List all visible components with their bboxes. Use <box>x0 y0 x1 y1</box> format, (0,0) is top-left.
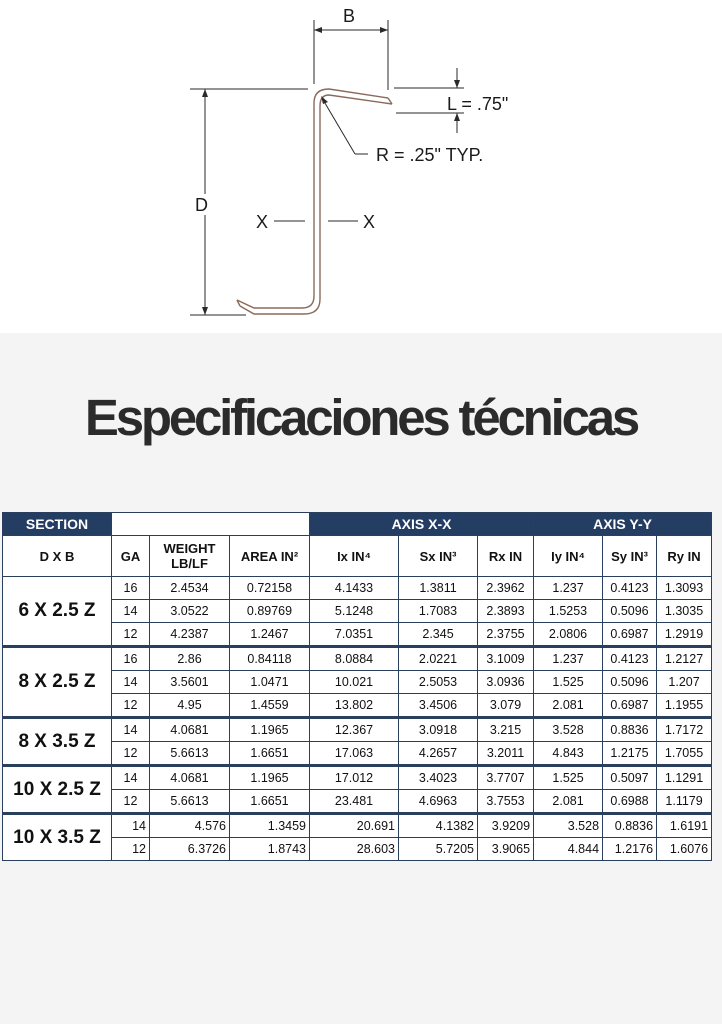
cell-ry: 1.2127 <box>657 647 712 671</box>
cell-weight: 4.0681 <box>150 718 230 742</box>
table-row <box>3 718 712 742</box>
cell-ix: 10.021 <box>310 671 399 694</box>
section-name-cell: 6 X 2.5 Z <box>3 577 112 647</box>
cell-sx: 4.6963 <box>399 790 478 814</box>
cell-ry: 1.3035 <box>657 600 712 623</box>
axis-x-right-label: X <box>363 212 376 232</box>
cell-sy: 0.6987 <box>603 623 657 647</box>
col-area: AREA IN² <box>230 536 310 577</box>
cell-iy: 2.081 <box>534 790 603 814</box>
z-profile-outline <box>237 89 392 314</box>
cell-iy: 1.237 <box>534 647 603 671</box>
cell-weight: 2.4534 <box>150 577 230 600</box>
spec-table-body <box>3 577 712 861</box>
cell-area: 1.4559 <box>230 694 310 718</box>
cell-ry: 1.3093 <box>657 577 712 600</box>
cell-ix: 17.063 <box>310 742 399 766</box>
table-row <box>3 766 712 790</box>
cell-ry: 1.1179 <box>657 790 712 814</box>
dimension-b-label: B <box>343 6 356 26</box>
cell-iy: 1.525 <box>534 766 603 790</box>
z-purlin-profile-diagram <box>0 0 722 333</box>
col-sy: Sy IN³ <box>603 536 657 577</box>
table-row <box>3 647 712 671</box>
cell-iy: 3.528 <box>534 814 603 838</box>
cell-rx: 3.079 <box>478 694 534 718</box>
col-sx: Sx IN³ <box>399 536 478 577</box>
cell-ix: 28.603 <box>310 838 399 861</box>
cell-ga: 12 <box>112 790 150 814</box>
z-section-drawing <box>0 0 722 333</box>
cell-sx: 4.2657 <box>399 742 478 766</box>
cell-rx: 3.7553 <box>478 790 534 814</box>
cell-ga: 12 <box>112 694 150 718</box>
cell-weight: 4.576 <box>150 814 230 838</box>
dimension-l-label: L = .75" <box>447 94 509 114</box>
table-row <box>3 577 712 600</box>
cell-ry: 1.207 <box>657 671 712 694</box>
cell-rx: 3.1009 <box>478 647 534 671</box>
cell-sx: 3.4506 <box>399 694 478 718</box>
cell-area: 0.89769 <box>230 600 310 623</box>
cell-ry: 1.1291 <box>657 766 712 790</box>
cell-iy: 3.528 <box>534 718 603 742</box>
cell-sx: 5.7205 <box>399 838 478 861</box>
col-weight <box>150 536 230 577</box>
axis-yy-group-header: AXIS Y-Y <box>534 513 712 536</box>
cell-ry: 1.2919 <box>657 623 712 647</box>
cell-sy: 0.6987 <box>603 694 657 718</box>
section-name-cell: 8 X 2.5 Z <box>3 647 112 718</box>
cell-ga: 14 <box>112 766 150 790</box>
cell-ix: 7.0351 <box>310 623 399 647</box>
cell-ix: 5.1248 <box>310 600 399 623</box>
cell-rx: 3.9209 <box>478 814 534 838</box>
cell-area: 1.6651 <box>230 790 310 814</box>
cell-sy: 0.8836 <box>603 814 657 838</box>
axis-xx-group-header: AXIS X-X <box>310 513 534 536</box>
cell-weight: 4.0681 <box>150 766 230 790</box>
dimension-b <box>314 20 388 90</box>
cell-sy: 0.4123 <box>603 647 657 671</box>
cell-iy: 2.0806 <box>534 623 603 647</box>
cell-weight: 3.5601 <box>150 671 230 694</box>
col-weight-line2: LB/LF <box>171 556 208 571</box>
cell-sy: 0.5096 <box>603 600 657 623</box>
cell-sy: 0.5096 <box>603 671 657 694</box>
cell-ix: 23.481 <box>310 790 399 814</box>
cell-ry: 1.7172 <box>657 718 712 742</box>
cell-rx: 3.7707 <box>478 766 534 790</box>
cell-sx: 4.1382 <box>399 814 478 838</box>
cell-rx: 2.3893 <box>478 600 534 623</box>
cell-ga: 12 <box>112 623 150 647</box>
spec-table <box>2 512 712 861</box>
cell-ga: 14 <box>112 814 150 838</box>
col-ix: Ix IN⁴ <box>310 536 399 577</box>
cell-sx: 3.0918 <box>399 718 478 742</box>
cell-weight: 3.0522 <box>150 600 230 623</box>
col-ry: Ry IN <box>657 536 712 577</box>
cell-weight: 5.6613 <box>150 790 230 814</box>
cell-iy: 1.525 <box>534 671 603 694</box>
cell-sy: 0.8836 <box>603 718 657 742</box>
cell-area: 1.1965 <box>230 718 310 742</box>
cell-weight: 2.86 <box>150 647 230 671</box>
cell-ix: 20.691 <box>310 814 399 838</box>
col-iy: Iy IN⁴ <box>534 536 603 577</box>
radius-label: R = .25" TYP. <box>376 145 484 165</box>
col-dxb: D X B <box>3 536 112 577</box>
cell-weight: 4.2387 <box>150 623 230 647</box>
cell-sx: 1.7083 <box>399 600 478 623</box>
cell-sx: 3.4023 <box>399 766 478 790</box>
cell-ry: 1.7055 <box>657 742 712 766</box>
cell-ix: 8.0884 <box>310 647 399 671</box>
cell-rx: 2.3755 <box>478 623 534 647</box>
cell-sy: 1.2176 <box>603 838 657 861</box>
cell-sy: 1.2175 <box>603 742 657 766</box>
cell-ga: 12 <box>112 742 150 766</box>
cell-ga: 12 <box>112 838 150 861</box>
cell-sy: 0.6988 <box>603 790 657 814</box>
cell-ry: 1.6191 <box>657 814 712 838</box>
cell-area: 1.2467 <box>230 623 310 647</box>
dimension-d-label: D <box>195 195 208 215</box>
cell-sy: 0.5097 <box>603 766 657 790</box>
page-title: Especificaciones técnicas <box>84 389 638 446</box>
cell-sy: 0.4123 <box>603 577 657 600</box>
cell-ix: 13.802 <box>310 694 399 718</box>
col-ga: GA <box>112 536 150 577</box>
cell-iy: 4.843 <box>534 742 603 766</box>
group-header-row <box>3 513 712 536</box>
radius-leader <box>321 96 368 154</box>
section-name-cell: 10 X 3.5 Z <box>3 814 112 861</box>
cell-ga: 16 <box>112 577 150 600</box>
cell-weight: 5.6613 <box>150 742 230 766</box>
section-name-cell: 8 X 3.5 Z <box>3 718 112 766</box>
col-rx: Rx IN <box>478 536 534 577</box>
cell-weight: 6.3726 <box>150 838 230 861</box>
cell-iy: 1.237 <box>534 577 603 600</box>
cell-ry: 1.1955 <box>657 694 712 718</box>
cell-rx: 3.2011 <box>478 742 534 766</box>
cell-ix: 12.367 <box>310 718 399 742</box>
cell-ga: 16 <box>112 647 150 671</box>
cell-ix: 17.012 <box>310 766 399 790</box>
cell-sx: 2.5053 <box>399 671 478 694</box>
section-name-cell: 10 X 2.5 Z <box>3 766 112 814</box>
cell-area: 1.0471 <box>230 671 310 694</box>
table-row <box>3 814 712 838</box>
cell-weight: 4.95 <box>150 694 230 718</box>
cell-ga: 14 <box>112 600 150 623</box>
cell-area: 0.72158 <box>230 577 310 600</box>
column-header-row <box>3 536 712 577</box>
section-group-header: SECTION <box>3 513 112 536</box>
cell-ry: 1.6076 <box>657 838 712 861</box>
cell-ga: 14 <box>112 718 150 742</box>
cell-ix: 4.1433 <box>310 577 399 600</box>
cell-rx: 3.0936 <box>478 671 534 694</box>
cell-ga: 14 <box>112 671 150 694</box>
cell-rx: 2.3962 <box>478 577 534 600</box>
cell-area: 0.84118 <box>230 647 310 671</box>
cell-area: 1.8743 <box>230 838 310 861</box>
blank-group-header <box>112 513 310 536</box>
cell-area: 1.3459 <box>230 814 310 838</box>
cell-area: 1.6651 <box>230 742 310 766</box>
cell-sx: 2.0221 <box>399 647 478 671</box>
cell-rx: 3.215 <box>478 718 534 742</box>
cell-iy: 2.081 <box>534 694 603 718</box>
cell-rx: 3.9065 <box>478 838 534 861</box>
col-weight-line1: WEIGHT <box>163 541 216 556</box>
cell-iy: 4.844 <box>534 838 603 861</box>
cell-sx: 1.3811 <box>399 577 478 600</box>
axis-x-left-label: X <box>256 212 269 232</box>
cell-iy: 1.5253 <box>534 600 603 623</box>
cell-sx: 2.345 <box>399 623 478 647</box>
cell-area: 1.1965 <box>230 766 310 790</box>
